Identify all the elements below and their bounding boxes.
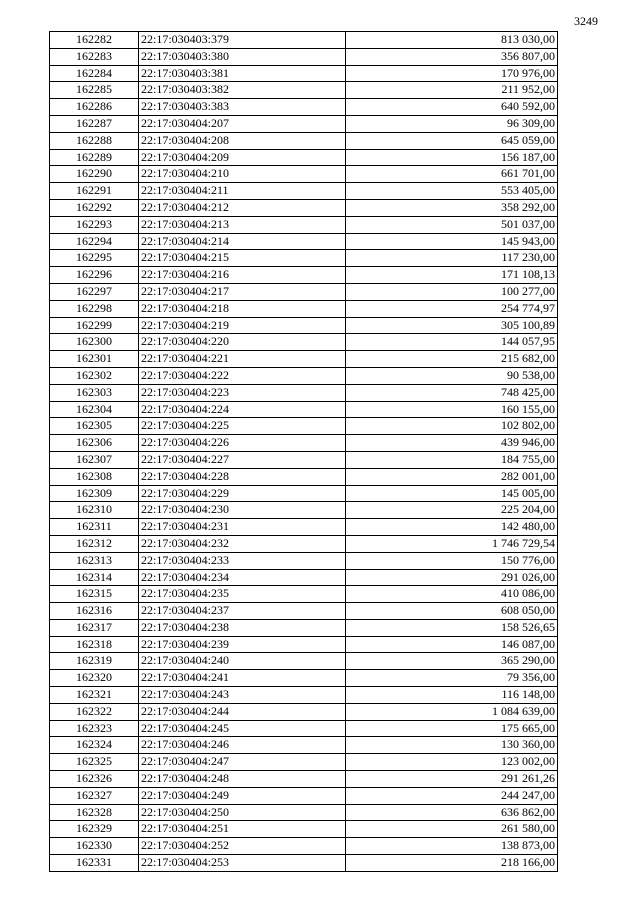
- cadastral-value-cell: 117 230,00: [346, 250, 558, 267]
- cadastral-number-cell: 22:17:030404:207: [139, 115, 346, 132]
- cadastral-value-cell: 365 290,00: [346, 653, 558, 670]
- cadastral-value-cell: 160 155,00: [346, 401, 558, 418]
- cadastral-value-cell: 145 943,00: [346, 233, 558, 250]
- cadastral-value-cell: 813 030,00: [346, 32, 558, 49]
- table-row: [50, 720, 558, 737]
- row-number-cell: 162289: [50, 149, 139, 166]
- page-number: 3249: [574, 14, 598, 28]
- row-number-cell: 162320: [50, 670, 139, 687]
- row-number-cell: 162329: [50, 821, 139, 838]
- cadastral-value-cell: 218 166,00: [346, 855, 558, 872]
- table-row: [50, 435, 558, 452]
- table-row: [50, 32, 558, 49]
- table-row: [50, 334, 558, 351]
- cadastral-value-cell: 150 776,00: [346, 552, 558, 569]
- cadastral-value-cell: 102 802,00: [346, 418, 558, 435]
- row-number-cell: 162283: [50, 48, 139, 65]
- table-row: [50, 451, 558, 468]
- cadastral-number-cell: 22:17:030404:239: [139, 636, 346, 653]
- row-number-cell: 162315: [50, 586, 139, 603]
- cadastral-number-cell: 22:17:030404:238: [139, 619, 346, 636]
- table-row: [50, 418, 558, 435]
- cadastral-number-cell: 22:17:030404:213: [139, 216, 346, 233]
- table-row: [50, 653, 558, 670]
- table-row: [50, 502, 558, 519]
- row-number-cell: 162322: [50, 703, 139, 720]
- cadastral-value-cell: 146 087,00: [346, 636, 558, 653]
- row-number-cell: 162294: [50, 233, 139, 250]
- cadastral-value-cell: 144 057,95: [346, 334, 558, 351]
- row-number-cell: 162300: [50, 334, 139, 351]
- table-row: [50, 384, 558, 401]
- cadastral-value-cell: 170 976,00: [346, 65, 558, 82]
- table-row: [50, 687, 558, 704]
- cadastral-number-cell: 22:17:030404:231: [139, 519, 346, 536]
- table-row: [50, 619, 558, 636]
- cadastral-number-cell: 22:17:030404:220: [139, 334, 346, 351]
- row-number-cell: 162307: [50, 451, 139, 468]
- cadastral-value-cell: 142 480,00: [346, 519, 558, 536]
- table-row: [50, 519, 558, 536]
- table-row: [50, 636, 558, 653]
- row-number-cell: 162303: [50, 384, 139, 401]
- row-number-cell: 162311: [50, 519, 139, 536]
- row-number-cell: 162317: [50, 619, 139, 636]
- table-row: [50, 468, 558, 485]
- cadastral-number-cell: 22:17:030404:244: [139, 703, 346, 720]
- table-row: [50, 603, 558, 620]
- cadastral-number-cell: 22:17:030404:219: [139, 317, 346, 334]
- row-number-cell: 162326: [50, 771, 139, 788]
- row-number-cell: 162284: [50, 65, 139, 82]
- row-number-cell: 162330: [50, 838, 139, 855]
- cadastral-value-cell: 96 309,00: [346, 115, 558, 132]
- table-row: [50, 754, 558, 771]
- cadastral-value-cell: 608 050,00: [346, 603, 558, 620]
- row-number-cell: 162308: [50, 468, 139, 485]
- cadastral-number-cell: 22:17:030404:224: [139, 401, 346, 418]
- row-number-cell: 162306: [50, 435, 139, 452]
- row-number-cell: 162299: [50, 317, 139, 334]
- cadastral-number-cell: 22:17:030404:240: [139, 653, 346, 670]
- row-number-cell: 162293: [50, 216, 139, 233]
- row-number-cell: 162296: [50, 267, 139, 284]
- cadastral-number-cell: 22:17:030404:223: [139, 384, 346, 401]
- row-number-cell: 162282: [50, 32, 139, 49]
- row-number-cell: 162285: [50, 82, 139, 99]
- cadastral-number-cell: 22:17:030404:248: [139, 771, 346, 788]
- cadastral-value-cell: 79 356,00: [346, 670, 558, 687]
- cadastral-value-cell: 171 108,13: [346, 267, 558, 284]
- cadastral-number-cell: 22:17:030403:379: [139, 32, 346, 49]
- table-row: [50, 115, 558, 132]
- cadastral-number-cell: 22:17:030404:245: [139, 720, 346, 737]
- cadastral-number-cell: 22:17:030403:381: [139, 65, 346, 82]
- cadastral-number-cell: 22:17:030404:243: [139, 687, 346, 704]
- cadastral-number-cell: 22:17:030404:221: [139, 351, 346, 368]
- cadastral-number-cell: 22:17:030404:217: [139, 283, 346, 300]
- cadastral-number-cell: 22:17:030404:247: [139, 754, 346, 771]
- cadastral-number-cell: 22:17:030404:226: [139, 435, 346, 452]
- table-row: [50, 183, 558, 200]
- row-number-cell: 162297: [50, 283, 139, 300]
- cadastral-number-cell: 22:17:030403:380: [139, 48, 346, 65]
- table-row: [50, 569, 558, 586]
- cadastral-number-cell: 22:17:030404:210: [139, 166, 346, 183]
- table-row: [50, 216, 558, 233]
- cadastral-number-cell: 22:17:030404:246: [139, 737, 346, 754]
- cadastral-value-cell: 130 360,00: [346, 737, 558, 754]
- row-number-cell: 162310: [50, 502, 139, 519]
- row-number-cell: 162292: [50, 199, 139, 216]
- cadastral-number-cell: 22:17:030404:234: [139, 569, 346, 586]
- cadastral-value-cell: 553 405,00: [346, 183, 558, 200]
- row-number-cell: 162295: [50, 250, 139, 267]
- table-row: [50, 485, 558, 502]
- cadastral-number-cell: 22:17:030403:382: [139, 82, 346, 99]
- cadastral-number-cell: 22:17:030404:225: [139, 418, 346, 435]
- row-number-cell: 162323: [50, 720, 139, 737]
- cadastral-number-cell: 22:17:030404:218: [139, 300, 346, 317]
- cadastral-value-cell: 356 807,00: [346, 48, 558, 65]
- row-number-cell: 162304: [50, 401, 139, 418]
- table-row: [50, 65, 558, 82]
- cadastral-value-cell: 123 002,00: [346, 754, 558, 771]
- row-number-cell: 162286: [50, 99, 139, 116]
- row-number-cell: 162325: [50, 754, 139, 771]
- row-number-cell: 162287: [50, 115, 139, 132]
- cadastral-number-cell: 22:17:030404:250: [139, 804, 346, 821]
- row-number-cell: 162305: [50, 418, 139, 435]
- row-number-cell: 162302: [50, 367, 139, 384]
- cadastral-value-cell: 184 755,00: [346, 451, 558, 468]
- table-row: [50, 838, 558, 855]
- row-number-cell: 162298: [50, 300, 139, 317]
- cadastral-value-cell: 1 084 639,00: [346, 703, 558, 720]
- cadastral-value-cell: 244 247,00: [346, 787, 558, 804]
- cadastral-number-cell: 22:17:030404:249: [139, 787, 346, 804]
- cadastral-value-cell: 358 292,00: [346, 199, 558, 216]
- cadastral-value-cell: 640 592,00: [346, 99, 558, 116]
- table-row: [50, 199, 558, 216]
- cadastral-value-cell: 291 026,00: [346, 569, 558, 586]
- cadastral-value-table: [49, 31, 558, 872]
- cadastral-value-cell: 225 204,00: [346, 502, 558, 519]
- table-row: [50, 317, 558, 334]
- cadastral-number-cell: 22:17:030404:228: [139, 468, 346, 485]
- table-row: [50, 233, 558, 250]
- cadastral-number-cell: 22:17:030404:208: [139, 132, 346, 149]
- cadastral-value-cell: 261 580,00: [346, 821, 558, 838]
- row-number-cell: 162331: [50, 855, 139, 872]
- row-number-cell: 162313: [50, 552, 139, 569]
- table-row: [50, 267, 558, 284]
- cadastral-value-cell: 145 005,00: [346, 485, 558, 502]
- cadastral-number-cell: 22:17:030404:252: [139, 838, 346, 855]
- row-number-cell: 162288: [50, 132, 139, 149]
- cadastral-value-cell: 645 059,00: [346, 132, 558, 149]
- table-row: [50, 771, 558, 788]
- row-number-cell: 162290: [50, 166, 139, 183]
- cadastral-number-cell: 22:17:030404:216: [139, 267, 346, 284]
- cadastral-number-cell: 22:17:030404:215: [139, 250, 346, 267]
- cadastral-value-cell: 254 774,97: [346, 300, 558, 317]
- cadastral-value-cell: 215 682,00: [346, 351, 558, 368]
- table-row: [50, 804, 558, 821]
- cadastral-value-cell: 282 001,00: [346, 468, 558, 485]
- cadastral-number-cell: 22:17:030404:211: [139, 183, 346, 200]
- table-row: [50, 552, 558, 569]
- cadastral-value-cell: 305 100,89: [346, 317, 558, 334]
- cadastral-number-cell: 22:17:030404:229: [139, 485, 346, 502]
- table-row: [50, 99, 558, 116]
- row-number-cell: 162318: [50, 636, 139, 653]
- table-row: [50, 535, 558, 552]
- table-row: [50, 737, 558, 754]
- cadastral-number-cell: 22:17:030404:237: [139, 603, 346, 620]
- table-row: [50, 586, 558, 603]
- row-number-cell: 162316: [50, 603, 139, 620]
- table-row: [50, 82, 558, 99]
- row-number-cell: 162309: [50, 485, 139, 502]
- table-row: [50, 48, 558, 65]
- cadastral-value-cell: 410 086,00: [346, 586, 558, 603]
- cadastral-value-cell: 138 873,00: [346, 838, 558, 855]
- cadastral-number-cell: 22:17:030404:232: [139, 535, 346, 552]
- table-row: [50, 132, 558, 149]
- table-row: [50, 149, 558, 166]
- cadastral-number-cell: 22:17:030404:214: [139, 233, 346, 250]
- row-number-cell: 162319: [50, 653, 139, 670]
- cadastral-value-cell: 211 952,00: [346, 82, 558, 99]
- table-row: [50, 250, 558, 267]
- cadastral-number-cell: 22:17:030404:253: [139, 855, 346, 872]
- cadastral-value-cell: 439 946,00: [346, 435, 558, 452]
- table-row: [50, 351, 558, 368]
- table-row: [50, 300, 558, 317]
- row-number-cell: 162314: [50, 569, 139, 586]
- cadastral-value-cell: 636 862,00: [346, 804, 558, 821]
- cadastral-number-cell: 22:17:030404:241: [139, 670, 346, 687]
- cadastral-value-cell: 100 277,00: [346, 283, 558, 300]
- cadastral-number-cell: 22:17:030403:383: [139, 99, 346, 116]
- row-number-cell: 162301: [50, 351, 139, 368]
- cadastral-value-cell: 748 425,00: [346, 384, 558, 401]
- table-row: [50, 166, 558, 183]
- cadastral-value-cell: 90 538,00: [346, 367, 558, 384]
- cadastral-number-cell: 22:17:030404:230: [139, 502, 346, 519]
- table-row: [50, 787, 558, 804]
- table-row: [50, 855, 558, 872]
- table-row: [50, 821, 558, 838]
- table-row: [50, 401, 558, 418]
- row-number-cell: 162291: [50, 183, 139, 200]
- row-number-cell: 162324: [50, 737, 139, 754]
- cadastral-value-cell: 291 261,26: [346, 771, 558, 788]
- cadastral-number-cell: 22:17:030404:233: [139, 552, 346, 569]
- table-row: [50, 283, 558, 300]
- row-number-cell: 162327: [50, 787, 139, 804]
- table-body: [50, 32, 558, 872]
- table-row: [50, 703, 558, 720]
- table-row: [50, 367, 558, 384]
- row-number-cell: 162321: [50, 687, 139, 704]
- row-number-cell: 162328: [50, 804, 139, 821]
- row-number-cell: 162312: [50, 535, 139, 552]
- cadastral-value-cell: 175 665,00: [346, 720, 558, 737]
- cadastral-number-cell: 22:17:030404:209: [139, 149, 346, 166]
- cadastral-value-cell: 156 187,00: [346, 149, 558, 166]
- table-row: [50, 670, 558, 687]
- cadastral-number-cell: 22:17:030404:227: [139, 451, 346, 468]
- cadastral-value-cell: 661 701,00: [346, 166, 558, 183]
- cadastral-value-cell: 116 148,00: [346, 687, 558, 704]
- cadastral-value-cell: 1 746 729,54: [346, 535, 558, 552]
- cadastral-value-cell: 158 526,65: [346, 619, 558, 636]
- cadastral-number-cell: 22:17:030404:235: [139, 586, 346, 603]
- cadastral-value-cell: 501 037,00: [346, 216, 558, 233]
- cadastral-number-cell: 22:17:030404:212: [139, 199, 346, 216]
- cadastral-number-cell: 22:17:030404:251: [139, 821, 346, 838]
- cadastral-number-cell: 22:17:030404:222: [139, 367, 346, 384]
